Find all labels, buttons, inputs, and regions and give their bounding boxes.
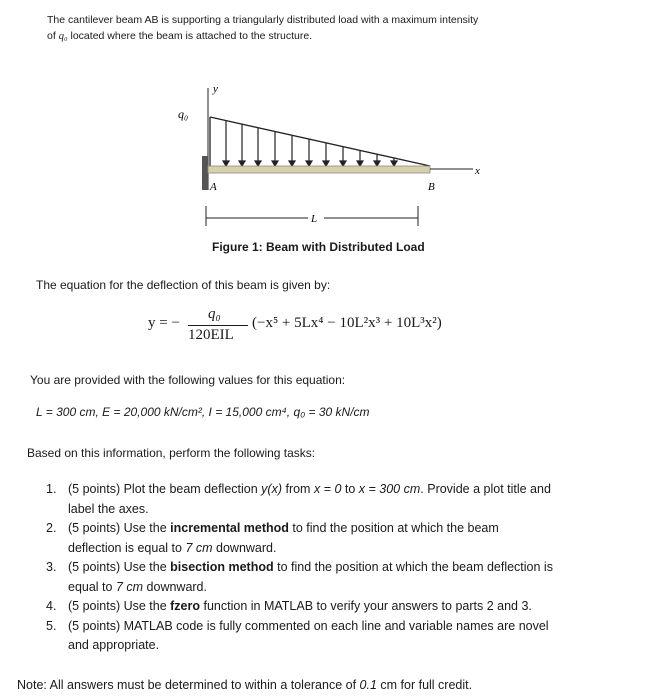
problem-intro — [47, 12, 637, 45]
task-item: 3. (5 points) Use the bisection method to find the position at which the beam deflection is equal to 7 cm downward. — [46, 560, 553, 594]
equation-polynomial: (−x⁵ + 5Lx⁴ − 10L²x³ + 10L³x²) — [252, 315, 442, 331]
task-item: 2. (5 points) Use the incremental method to find the position at which the beam deflection is equal to 7 cm downward. — [46, 521, 499, 555]
intro-line-1: The cantilever beam AB is supporting a triangularly distributed load with a maximum intensity — [47, 14, 479, 26]
fraction-bar — [188, 325, 248, 326]
q0-label: q₀ — [178, 107, 189, 121]
tasks-intro: Based on this information, perform the following tasks: — [27, 446, 316, 460]
intro-line-2: of q₀ located where the beam is attached to the structure. — [47, 30, 313, 42]
point-b-label: B — [428, 181, 435, 193]
point-a-label: A — [210, 181, 217, 193]
given-values: L = 300 cm, E = 20,000 kN/cm², I = 15,000 cm⁴, q₀ = 30 kN/cm — [36, 405, 370, 419]
equation-denominator: 120EIL — [188, 327, 234, 343]
task-item: 1. (5 points) Plot the beam deflection y(x) from x = 0 to x = 300 cm. Provide a plot title and label the axes. — [46, 482, 551, 516]
equation-intro: The equation for the deflection of this beam is given by: — [36, 278, 331, 292]
given-intro: You are provided with the following values for this equation: — [30, 373, 346, 387]
cantilever-beam — [208, 166, 430, 173]
figure-caption: Figure 1: Beam with Distributed Load — [212, 240, 425, 254]
x-axis-label: x — [475, 165, 480, 177]
length-label: L — [311, 213, 318, 225]
equation-lhs: y = − — [148, 315, 180, 331]
task-item: 4. (5 points) Use the fzero function in MATLAB to verify your answers to parts 2 and 3. — [46, 599, 532, 613]
load-slope-line — [210, 117, 430, 166]
beam-figure — [150, 78, 490, 238]
y-axis-label: y — [213, 83, 218, 95]
fixed-support-wall — [202, 156, 208, 190]
load-arrows — [223, 121, 397, 166]
tolerance-note: Note: All answers must be determined to within a tolerance of 0.1 cm for full credit. — [17, 678, 473, 692]
task-list — [46, 480, 646, 656]
equation-numerator: q₀ — [208, 306, 221, 322]
task-item: 5. (5 points) MATLAB code is fully commented on each line and variable names are novel and appropriate. — [46, 618, 549, 652]
